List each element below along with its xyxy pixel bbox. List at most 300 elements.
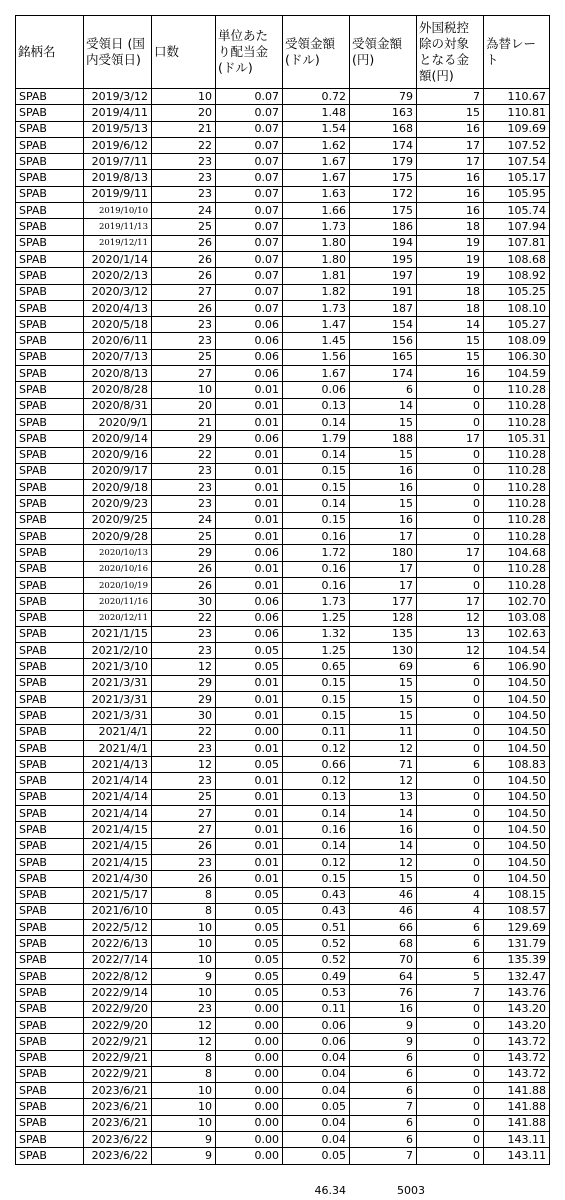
cell-exchange-rate: 110.67 bbox=[484, 89, 550, 105]
cell-amount-jpy: 46 bbox=[350, 903, 417, 919]
cell-dividend-per-unit: 0.01 bbox=[216, 529, 283, 545]
cell-tax-credit: 0 bbox=[417, 789, 484, 805]
cell-amount-jpy: 15 bbox=[350, 414, 417, 430]
cell-date: 2021/4/30 bbox=[84, 871, 152, 887]
table-row bbox=[16, 936, 550, 952]
table-row bbox=[16, 154, 550, 170]
cell-amount-jpy: 7 bbox=[350, 1148, 417, 1164]
cell-dividend-per-unit: 0.05 bbox=[216, 936, 283, 952]
cell-units: 26 bbox=[152, 251, 216, 267]
cell-ticker: SPAB bbox=[16, 773, 84, 789]
cell-amount-jpy: 191 bbox=[350, 284, 417, 300]
cell-units: 25 bbox=[152, 529, 216, 545]
cell-amount-jpy: 46 bbox=[350, 887, 417, 903]
cell-tax-credit: 18 bbox=[417, 219, 484, 235]
cell-amount-jpy: 15 bbox=[350, 496, 417, 512]
cell-tax-credit: 0 bbox=[417, 561, 484, 577]
cell-exchange-rate: 104.50 bbox=[484, 822, 550, 838]
cell-date: 2020/10/16 bbox=[84, 561, 152, 577]
cell-exchange-rate: 141.88 bbox=[484, 1099, 550, 1115]
cell-date: 2020/8/13 bbox=[84, 366, 152, 382]
cell-amount-usd: 0.16 bbox=[283, 822, 350, 838]
cell-ticker: SPAB bbox=[16, 170, 84, 186]
cell-exchange-rate: 143.11 bbox=[484, 1148, 550, 1164]
cell-date: 2022/5/12 bbox=[84, 920, 152, 936]
cell-exchange-rate: 104.50 bbox=[484, 789, 550, 805]
cell-date: 2020/8/28 bbox=[84, 382, 152, 398]
table-row bbox=[16, 1083, 550, 1099]
cell-dividend-per-unit: 0.06 bbox=[216, 333, 283, 349]
cell-amount-usd: 0.06 bbox=[283, 382, 350, 398]
cell-amount-usd: 0.15 bbox=[283, 871, 350, 887]
cell-units: 23 bbox=[152, 170, 216, 186]
cell-dividend-per-unit: 0.07 bbox=[216, 268, 283, 284]
cell-units: 23 bbox=[152, 480, 216, 496]
cell-ticker: SPAB bbox=[16, 594, 84, 610]
cell-tax-credit: 0 bbox=[417, 577, 484, 593]
cell-amount-jpy: 16 bbox=[350, 463, 417, 479]
cell-exchange-rate: 131.79 bbox=[484, 936, 550, 952]
cell-dividend-per-unit: 0.00 bbox=[216, 1001, 283, 1017]
cell-ticker: SPAB bbox=[16, 382, 84, 398]
cell-amount-usd: 0.43 bbox=[283, 903, 350, 919]
cell-amount-usd: 1.67 bbox=[283, 170, 350, 186]
cell-amount-usd: 0.12 bbox=[283, 854, 350, 870]
cell-units: 23 bbox=[152, 773, 216, 789]
cell-exchange-rate: 104.68 bbox=[484, 545, 550, 561]
cell-amount-jpy: 163 bbox=[350, 105, 417, 121]
cell-tax-credit: 0 bbox=[417, 871, 484, 887]
cell-date: 2019/5/13 bbox=[84, 121, 152, 137]
cell-ticker: SPAB bbox=[16, 251, 84, 267]
cell-amount-jpy: 13 bbox=[350, 789, 417, 805]
table-row bbox=[16, 284, 550, 300]
cell-date: 2020/9/25 bbox=[84, 512, 152, 528]
table-row bbox=[16, 170, 550, 186]
cell-dividend-per-unit: 0.07 bbox=[216, 300, 283, 316]
table-row bbox=[16, 317, 550, 333]
header-dividend-per-unit: 単位あたり配当金 (ドル) bbox=[216, 16, 283, 89]
cell-ticker: SPAB bbox=[16, 235, 84, 251]
cell-amount-usd: 0.15 bbox=[283, 463, 350, 479]
cell-date: 2020/9/17 bbox=[84, 463, 152, 479]
cell-amount-usd: 1.82 bbox=[283, 284, 350, 300]
cell-units: 10 bbox=[152, 1083, 216, 1099]
cell-exchange-rate: 109.69 bbox=[484, 121, 550, 137]
cell-amount-jpy: 66 bbox=[350, 920, 417, 936]
cell-exchange-rate: 143.72 bbox=[484, 1034, 550, 1050]
cell-exchange-rate: 107.94 bbox=[484, 219, 550, 235]
cell-units: 26 bbox=[152, 577, 216, 593]
cell-units: 30 bbox=[152, 708, 216, 724]
cell-date: 2020/11/16 bbox=[84, 594, 152, 610]
cell-units: 26 bbox=[152, 871, 216, 887]
cell-exchange-rate: 108.10 bbox=[484, 300, 550, 316]
cell-tax-credit: 0 bbox=[417, 691, 484, 707]
cell-amount-jpy: 6 bbox=[350, 1115, 417, 1131]
cell-exchange-rate: 132.47 bbox=[484, 969, 550, 985]
cell-amount-usd: 0.15 bbox=[283, 691, 350, 707]
cell-amount-usd: 0.51 bbox=[283, 920, 350, 936]
cell-exchange-rate: 107.81 bbox=[484, 235, 550, 251]
cell-amount-usd: 0.04 bbox=[283, 1083, 350, 1099]
cell-amount-jpy: 168 bbox=[350, 121, 417, 137]
cell-tax-credit: 4 bbox=[417, 887, 484, 903]
table-row bbox=[16, 887, 550, 903]
cell-ticker: SPAB bbox=[16, 887, 84, 903]
cell-exchange-rate: 135.39 bbox=[484, 952, 550, 968]
cell-exchange-rate: 143.72 bbox=[484, 1066, 550, 1082]
cell-date: 2023/6/21 bbox=[84, 1099, 152, 1115]
cell-tax-credit: 18 bbox=[417, 284, 484, 300]
cell-date: 2019/11/13 bbox=[84, 219, 152, 235]
cell-ticker: SPAB bbox=[16, 398, 84, 414]
table-row bbox=[16, 186, 550, 202]
cell-units: 9 bbox=[152, 1132, 216, 1148]
cell-tax-credit: 0 bbox=[417, 1099, 484, 1115]
cell-ticker: SPAB bbox=[16, 1099, 84, 1115]
cell-amount-jpy: 12 bbox=[350, 854, 417, 870]
cell-dividend-per-unit: 0.05 bbox=[216, 757, 283, 773]
cell-ticker: SPAB bbox=[16, 414, 84, 430]
cell-date: 2019/10/10 bbox=[84, 203, 152, 219]
table-row bbox=[16, 203, 550, 219]
cell-dividend-per-unit: 0.07 bbox=[216, 89, 283, 105]
cell-ticker: SPAB bbox=[16, 1017, 84, 1033]
cell-amount-usd: 1.56 bbox=[283, 349, 350, 365]
cell-ticker: SPAB bbox=[16, 89, 84, 105]
cell-ticker: SPAB bbox=[16, 317, 84, 333]
cell-units: 23 bbox=[152, 333, 216, 349]
cell-tax-credit: 0 bbox=[417, 708, 484, 724]
cell-date: 2021/4/1 bbox=[84, 724, 152, 740]
table-row bbox=[16, 757, 550, 773]
cell-date: 2021/4/15 bbox=[84, 838, 152, 854]
cell-dividend-per-unit: 0.00 bbox=[216, 1034, 283, 1050]
cell-ticker: SPAB bbox=[16, 610, 84, 626]
cell-ticker: SPAB bbox=[16, 985, 84, 1001]
cell-tax-credit: 0 bbox=[417, 382, 484, 398]
table-row bbox=[16, 952, 550, 968]
cell-units: 23 bbox=[152, 317, 216, 333]
cell-exchange-rate: 104.59 bbox=[484, 366, 550, 382]
cell-dividend-per-unit: 0.06 bbox=[216, 594, 283, 610]
cell-units: 8 bbox=[152, 1050, 216, 1066]
cell-amount-usd: 0.11 bbox=[283, 724, 350, 740]
cell-tax-credit: 16 bbox=[417, 121, 484, 137]
cell-exchange-rate: 104.50 bbox=[484, 691, 550, 707]
cell-ticker: SPAB bbox=[16, 121, 84, 137]
cell-amount-usd: 1.73 bbox=[283, 300, 350, 316]
cell-dividend-per-unit: 0.06 bbox=[216, 610, 283, 626]
cell-exchange-rate: 107.52 bbox=[484, 137, 550, 153]
cell-dividend-per-unit: 0.05 bbox=[216, 985, 283, 1001]
cell-ticker: SPAB bbox=[16, 431, 84, 447]
cell-amount-jpy: 17 bbox=[350, 577, 417, 593]
cell-units: 12 bbox=[152, 1017, 216, 1033]
cell-amount-usd: 0.14 bbox=[283, 838, 350, 854]
cell-date: 2021/4/15 bbox=[84, 822, 152, 838]
cell-date: 2022/9/21 bbox=[84, 1066, 152, 1082]
table-row bbox=[16, 545, 550, 561]
cell-exchange-rate: 105.25 bbox=[484, 284, 550, 300]
cell-amount-jpy: 156 bbox=[350, 333, 417, 349]
cell-tax-credit: 7 bbox=[417, 985, 484, 1001]
cell-tax-credit: 18 bbox=[417, 300, 484, 316]
cell-exchange-rate: 110.28 bbox=[484, 577, 550, 593]
cell-exchange-rate: 143.72 bbox=[484, 1050, 550, 1066]
cell-amount-usd: 1.25 bbox=[283, 610, 350, 626]
cell-tax-credit: 0 bbox=[417, 414, 484, 430]
cell-ticker: SPAB bbox=[16, 724, 84, 740]
cell-amount-jpy: 135 bbox=[350, 626, 417, 642]
cell-ticker: SPAB bbox=[16, 219, 84, 235]
cell-dividend-per-unit: 0.05 bbox=[216, 659, 283, 675]
cell-amount-usd: 0.15 bbox=[283, 480, 350, 496]
cell-ticker: SPAB bbox=[16, 1050, 84, 1066]
table-row bbox=[16, 773, 550, 789]
cell-amount-jpy: 186 bbox=[350, 219, 417, 235]
cell-dividend-per-unit: 0.06 bbox=[216, 366, 283, 382]
table-row bbox=[16, 398, 550, 414]
cell-amount-usd: 0.16 bbox=[283, 561, 350, 577]
cell-units: 10 bbox=[152, 952, 216, 968]
cell-dividend-per-unit: 0.07 bbox=[216, 121, 283, 137]
cell-dividend-per-unit: 0.05 bbox=[216, 969, 283, 985]
cell-exchange-rate: 105.27 bbox=[484, 317, 550, 333]
table-row bbox=[16, 1148, 550, 1164]
cell-exchange-rate: 143.11 bbox=[484, 1132, 550, 1148]
cell-ticker: SPAB bbox=[16, 1148, 84, 1164]
cell-exchange-rate: 110.28 bbox=[484, 414, 550, 430]
cell-ticker: SPAB bbox=[16, 333, 84, 349]
cell-dividend-per-unit: 0.07 bbox=[216, 235, 283, 251]
cell-dividend-per-unit: 0.01 bbox=[216, 854, 283, 870]
cell-ticker: SPAB bbox=[16, 577, 84, 593]
cell-ticker: SPAB bbox=[16, 1115, 84, 1131]
cell-units: 10 bbox=[152, 1099, 216, 1115]
cell-units: 26 bbox=[152, 268, 216, 284]
cell-exchange-rate: 110.28 bbox=[484, 561, 550, 577]
cell-units: 23 bbox=[152, 643, 216, 659]
table-row bbox=[16, 740, 550, 756]
cell-date: 2021/3/10 bbox=[84, 659, 152, 675]
cell-units: 29 bbox=[152, 545, 216, 561]
cell-units: 22 bbox=[152, 137, 216, 153]
cell-exchange-rate: 104.50 bbox=[484, 806, 550, 822]
cell-date: 2021/4/13 bbox=[84, 757, 152, 773]
cell-amount-usd: 0.04 bbox=[283, 1115, 350, 1131]
cell-amount-jpy: 179 bbox=[350, 154, 417, 170]
cell-dividend-per-unit: 0.00 bbox=[216, 1099, 283, 1115]
cell-amount-usd: 0.04 bbox=[283, 1132, 350, 1148]
cell-tax-credit: 14 bbox=[417, 317, 484, 333]
cell-tax-credit: 16 bbox=[417, 366, 484, 382]
cell-exchange-rate: 108.09 bbox=[484, 333, 550, 349]
cell-exchange-rate: 104.50 bbox=[484, 871, 550, 887]
cell-date: 2021/4/1 bbox=[84, 740, 152, 756]
cell-units: 26 bbox=[152, 838, 216, 854]
cell-ticker: SPAB bbox=[16, 740, 84, 756]
header-receipt-date: 受領日 (国内受領日) bbox=[84, 16, 152, 89]
cell-tax-credit: 19 bbox=[417, 235, 484, 251]
cell-exchange-rate: 104.50 bbox=[484, 773, 550, 789]
cell-ticker: SPAB bbox=[16, 366, 84, 382]
cell-amount-jpy: 14 bbox=[350, 398, 417, 414]
cell-ticker: SPAB bbox=[16, 757, 84, 773]
table-row bbox=[16, 610, 550, 626]
cell-units: 10 bbox=[152, 382, 216, 398]
total-jpy: 5003 bbox=[397, 1184, 425, 1197]
cell-exchange-rate: 105.17 bbox=[484, 170, 550, 186]
cell-tax-credit: 19 bbox=[417, 268, 484, 284]
cell-units: 27 bbox=[152, 806, 216, 822]
cell-dividend-per-unit: 0.00 bbox=[216, 1083, 283, 1099]
cell-date: 2022/8/12 bbox=[84, 969, 152, 985]
cell-exchange-rate: 102.63 bbox=[484, 626, 550, 642]
cell-amount-jpy: 6 bbox=[350, 1132, 417, 1148]
cell-date: 2021/5/17 bbox=[84, 887, 152, 903]
cell-ticker: SPAB bbox=[16, 1034, 84, 1050]
table-row bbox=[16, 659, 550, 675]
table-row bbox=[16, 333, 550, 349]
table-row bbox=[16, 708, 550, 724]
cell-amount-jpy: 174 bbox=[350, 366, 417, 382]
table-row bbox=[16, 1017, 550, 1033]
cell-tax-credit: 0 bbox=[417, 512, 484, 528]
table-row bbox=[16, 121, 550, 137]
cell-tax-credit: 6 bbox=[417, 659, 484, 675]
cell-ticker: SPAB bbox=[16, 349, 84, 365]
cell-units: 22 bbox=[152, 447, 216, 463]
cell-amount-usd: 1.72 bbox=[283, 545, 350, 561]
cell-units: 21 bbox=[152, 414, 216, 430]
table-row bbox=[16, 300, 550, 316]
cell-ticker: SPAB bbox=[16, 626, 84, 642]
cell-amount-jpy: 12 bbox=[350, 740, 417, 756]
cell-date: 2020/10/13 bbox=[84, 545, 152, 561]
cell-dividend-per-unit: 0.07 bbox=[216, 186, 283, 202]
table-row bbox=[16, 89, 550, 105]
cell-amount-usd: 1.63 bbox=[283, 186, 350, 202]
cell-dividend-per-unit: 0.06 bbox=[216, 317, 283, 333]
cell-units: 24 bbox=[152, 512, 216, 528]
cell-ticker: SPAB bbox=[16, 137, 84, 153]
table-row bbox=[16, 137, 550, 153]
cell-dividend-per-unit: 0.07 bbox=[216, 251, 283, 267]
cell-exchange-rate: 110.28 bbox=[484, 382, 550, 398]
cell-amount-usd: 1.47 bbox=[283, 317, 350, 333]
table-row bbox=[16, 903, 550, 919]
cell-dividend-per-unit: 0.00 bbox=[216, 1017, 283, 1033]
cell-ticker: SPAB bbox=[16, 708, 84, 724]
cell-units: 23 bbox=[152, 626, 216, 642]
cell-ticker: SPAB bbox=[16, 1066, 84, 1082]
cell-amount-jpy: 194 bbox=[350, 235, 417, 251]
cell-amount-jpy: 197 bbox=[350, 268, 417, 284]
cell-amount-usd: 1.73 bbox=[283, 219, 350, 235]
cell-units: 23 bbox=[152, 854, 216, 870]
cell-units: 29 bbox=[152, 675, 216, 691]
cell-ticker: SPAB bbox=[16, 936, 84, 952]
header-foreign-tax-credit: 外国税控除の対象となる金額(円) bbox=[417, 16, 484, 89]
cell-tax-credit: 12 bbox=[417, 610, 484, 626]
cell-ticker: SPAB bbox=[16, 806, 84, 822]
cell-amount-usd: 1.67 bbox=[283, 366, 350, 382]
cell-amount-jpy: 195 bbox=[350, 251, 417, 267]
cell-amount-jpy: 9 bbox=[350, 1017, 417, 1033]
cell-date: 2020/5/18 bbox=[84, 317, 152, 333]
cell-units: 26 bbox=[152, 235, 216, 251]
cell-exchange-rate: 108.92 bbox=[484, 268, 550, 284]
cell-units: 10 bbox=[152, 920, 216, 936]
cell-amount-usd: 0.05 bbox=[283, 1148, 350, 1164]
cell-tax-credit: 6 bbox=[417, 757, 484, 773]
cell-ticker: SPAB bbox=[16, 268, 84, 284]
table-row bbox=[16, 1115, 550, 1131]
cell-tax-credit: 19 bbox=[417, 251, 484, 267]
cell-dividend-per-unit: 0.01 bbox=[216, 789, 283, 805]
cell-amount-usd: 0.04 bbox=[283, 1050, 350, 1066]
cell-amount-jpy: 172 bbox=[350, 186, 417, 202]
cell-amount-usd: 0.12 bbox=[283, 773, 350, 789]
cell-amount-usd: 0.16 bbox=[283, 577, 350, 593]
cell-ticker: SPAB bbox=[16, 969, 84, 985]
cell-units: 25 bbox=[152, 789, 216, 805]
header-ticker: 銘柄名 bbox=[16, 16, 84, 89]
header-amount-usd: 受領金額 (ドル) bbox=[283, 16, 350, 89]
cell-date: 2023/6/21 bbox=[84, 1115, 152, 1131]
cell-amount-usd: 1.48 bbox=[283, 105, 350, 121]
cell-tax-credit: 0 bbox=[417, 496, 484, 512]
cell-dividend-per-unit: 0.06 bbox=[216, 431, 283, 447]
cell-amount-usd: 0.14 bbox=[283, 414, 350, 430]
cell-amount-usd: 0.13 bbox=[283, 789, 350, 805]
cell-exchange-rate: 104.50 bbox=[484, 708, 550, 724]
cell-amount-jpy: 6 bbox=[350, 1066, 417, 1082]
cell-tax-credit: 0 bbox=[417, 1148, 484, 1164]
cell-units: 25 bbox=[152, 219, 216, 235]
cell-exchange-rate: 104.50 bbox=[484, 675, 550, 691]
cell-amount-usd: 0.15 bbox=[283, 675, 350, 691]
cell-dividend-per-unit: 0.01 bbox=[216, 838, 283, 854]
cell-units: 20 bbox=[152, 105, 216, 121]
cell-exchange-rate: 102.70 bbox=[484, 594, 550, 610]
cell-exchange-rate: 106.90 bbox=[484, 659, 550, 675]
cell-date: 2021/4/15 bbox=[84, 854, 152, 870]
cell-units: 25 bbox=[152, 349, 216, 365]
cell-tax-credit: 17 bbox=[417, 594, 484, 610]
cell-date: 2020/3/12 bbox=[84, 284, 152, 300]
cell-ticker: SPAB bbox=[16, 300, 84, 316]
cell-exchange-rate: 141.88 bbox=[484, 1083, 550, 1099]
cell-tax-credit: 0 bbox=[417, 1083, 484, 1099]
cell-exchange-rate: 141.88 bbox=[484, 1115, 550, 1131]
header-amount-jpy: 受領金額 (円) bbox=[350, 16, 417, 89]
cell-dividend-per-unit: 0.05 bbox=[216, 643, 283, 659]
cell-units: 24 bbox=[152, 203, 216, 219]
cell-amount-jpy: 70 bbox=[350, 952, 417, 968]
cell-exchange-rate: 103.08 bbox=[484, 610, 550, 626]
cell-dividend-per-unit: 0.00 bbox=[216, 1115, 283, 1131]
cell-date: 2020/12/11 bbox=[84, 610, 152, 626]
cell-amount-usd: 0.66 bbox=[283, 757, 350, 773]
cell-ticker: SPAB bbox=[16, 1001, 84, 1017]
cell-date: 2022/9/21 bbox=[84, 1034, 152, 1050]
cell-exchange-rate: 104.50 bbox=[484, 838, 550, 854]
cell-ticker: SPAB bbox=[16, 545, 84, 561]
cell-date: 2021/3/31 bbox=[84, 708, 152, 724]
